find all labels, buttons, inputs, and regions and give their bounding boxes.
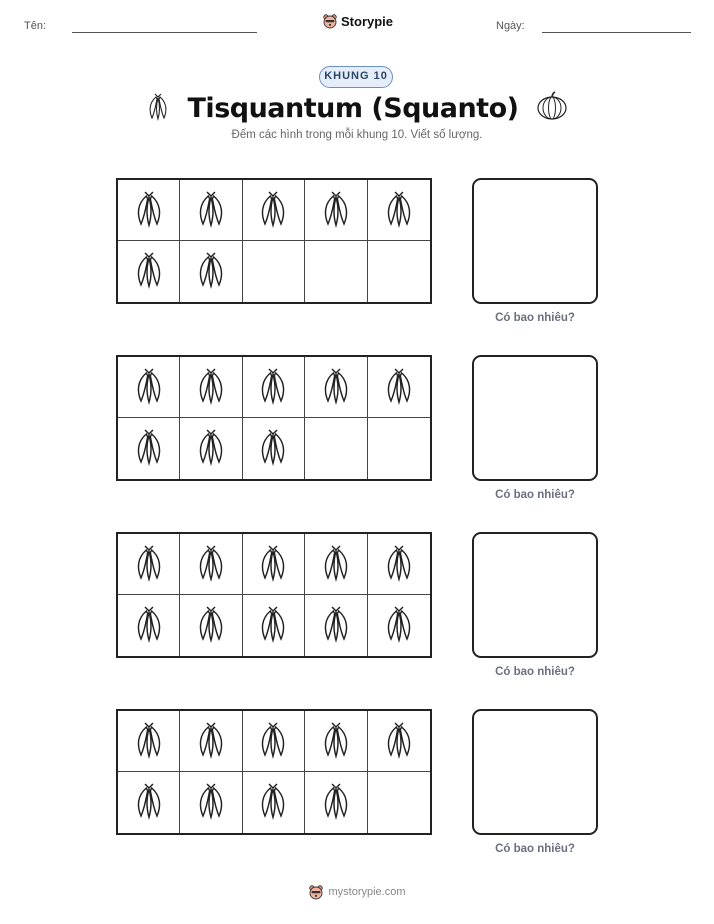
bean-pod-icon bbox=[320, 601, 352, 650]
filled-cell bbox=[305, 180, 367, 241]
bean-pod-icon bbox=[383, 363, 415, 412]
filled-cell bbox=[180, 595, 242, 656]
filled-cell bbox=[368, 595, 430, 656]
frame-block-1 bbox=[0, 178, 714, 338]
filled-cell bbox=[180, 418, 242, 479]
filled-cell bbox=[118, 241, 180, 302]
frame-block-4 bbox=[0, 709, 714, 869]
bean-pod-icon bbox=[133, 778, 165, 827]
pumpkin-icon bbox=[536, 91, 568, 126]
bean-pod-icon bbox=[257, 601, 289, 650]
frame-block-2 bbox=[0, 355, 714, 515]
filled-cell bbox=[118, 418, 180, 479]
filled-cell bbox=[305, 711, 367, 772]
bean-pod-icon bbox=[320, 778, 352, 827]
how-many-label: Có bao nhiêu? bbox=[495, 312, 575, 324]
ten-frame bbox=[116, 178, 432, 304]
filled-cell bbox=[180, 711, 242, 772]
bean-pod-icon bbox=[195, 601, 227, 650]
footer bbox=[0, 884, 714, 900]
bean-pod-icon bbox=[146, 90, 170, 127]
bean-pod-icon bbox=[133, 424, 165, 473]
bean-pod-icon bbox=[195, 363, 227, 412]
ten-frame bbox=[116, 532, 432, 658]
filled-cell bbox=[243, 418, 305, 479]
name-label: Tên: bbox=[24, 20, 47, 32]
ten-frame bbox=[116, 355, 432, 481]
footer-url: mystorypie.com bbox=[328, 886, 406, 898]
filled-cell bbox=[243, 357, 305, 418]
bean-pod-icon bbox=[133, 186, 165, 235]
bean-pod-icon bbox=[383, 717, 415, 766]
bean-pod-icon bbox=[257, 778, 289, 827]
bean-pod-icon bbox=[195, 247, 227, 296]
how-many-label: Có bao nhiêu? bbox=[495, 843, 575, 855]
bean-pod-icon bbox=[257, 540, 289, 589]
answer-box[interactable] bbox=[472, 355, 598, 481]
bean-pod-icon bbox=[195, 540, 227, 589]
bean-pod-icon bbox=[133, 601, 165, 650]
bean-pod-icon bbox=[320, 717, 352, 766]
storypie-mascot-icon bbox=[322, 13, 338, 29]
filled-cell bbox=[118, 595, 180, 656]
filled-cell bbox=[118, 711, 180, 772]
filled-cell bbox=[180, 772, 242, 833]
filled-cell bbox=[180, 357, 242, 418]
frame-block-3 bbox=[0, 532, 714, 692]
bean-pod-icon bbox=[195, 717, 227, 766]
filled-cell bbox=[368, 357, 430, 418]
bean-pod-icon bbox=[383, 186, 415, 235]
empty-cell bbox=[368, 418, 430, 479]
title-row bbox=[0, 90, 714, 126]
storypie-logo bbox=[322, 13, 393, 29]
bean-pod-icon bbox=[133, 540, 165, 589]
filled-cell bbox=[118, 357, 180, 418]
filled-cell bbox=[180, 241, 242, 302]
instructions: Đếm các hình trong mỗi khung 10. Viết số lượng. bbox=[231, 129, 483, 141]
bean-pod-icon bbox=[257, 717, 289, 766]
filled-cell bbox=[243, 772, 305, 833]
date-label: Ngày: bbox=[496, 20, 525, 32]
empty-cell bbox=[243, 241, 305, 302]
empty-cell bbox=[368, 772, 430, 833]
filled-cell bbox=[243, 534, 305, 595]
filled-cell bbox=[118, 772, 180, 833]
filled-cell bbox=[243, 711, 305, 772]
answer-box[interactable] bbox=[472, 709, 598, 835]
empty-cell bbox=[305, 418, 367, 479]
bean-pod-icon bbox=[320, 186, 352, 235]
how-many-label: Có bao nhiêu? bbox=[495, 666, 575, 678]
empty-cell bbox=[305, 241, 367, 302]
filled-cell bbox=[180, 534, 242, 595]
bean-pod-icon bbox=[133, 363, 165, 412]
bean-pod-icon bbox=[257, 424, 289, 473]
tenframe-badge: KHUNG 10 bbox=[319, 66, 393, 88]
bean-pod-icon bbox=[383, 601, 415, 650]
page-title: Tisquantum (Squanto) bbox=[187, 92, 519, 124]
bean-pod-icon bbox=[320, 363, 352, 412]
worksheet-header bbox=[0, 0, 714, 50]
bean-pod-icon bbox=[195, 778, 227, 827]
filled-cell bbox=[305, 534, 367, 595]
bean-pod-icon bbox=[133, 247, 165, 296]
bean-pod-icon bbox=[257, 363, 289, 412]
answer-box[interactable] bbox=[472, 178, 598, 304]
bean-pod-icon bbox=[320, 540, 352, 589]
filled-cell bbox=[180, 180, 242, 241]
name-line[interactable] bbox=[72, 32, 257, 33]
bean-pod-icon bbox=[257, 186, 289, 235]
date-line[interactable] bbox=[542, 32, 691, 33]
how-many-label: Có bao nhiêu? bbox=[495, 489, 575, 501]
filled-cell bbox=[243, 180, 305, 241]
ten-frame bbox=[116, 709, 432, 835]
bean-pod-icon bbox=[195, 186, 227, 235]
filled-cell bbox=[305, 595, 367, 656]
bean-pod-icon bbox=[195, 424, 227, 473]
filled-cell bbox=[368, 180, 430, 241]
bean-pod-icon bbox=[383, 540, 415, 589]
filled-cell bbox=[243, 595, 305, 656]
bean-pod-icon bbox=[133, 717, 165, 766]
answer-box[interactable] bbox=[472, 532, 598, 658]
filled-cell bbox=[118, 180, 180, 241]
filled-cell bbox=[368, 711, 430, 772]
filled-cell bbox=[368, 534, 430, 595]
empty-cell bbox=[368, 241, 430, 302]
filled-cell bbox=[305, 772, 367, 833]
filled-cell bbox=[118, 534, 180, 595]
brand-name: Storypie bbox=[341, 13, 394, 29]
filled-cell bbox=[305, 357, 367, 418]
storypie-mascot-icon bbox=[308, 884, 324, 900]
